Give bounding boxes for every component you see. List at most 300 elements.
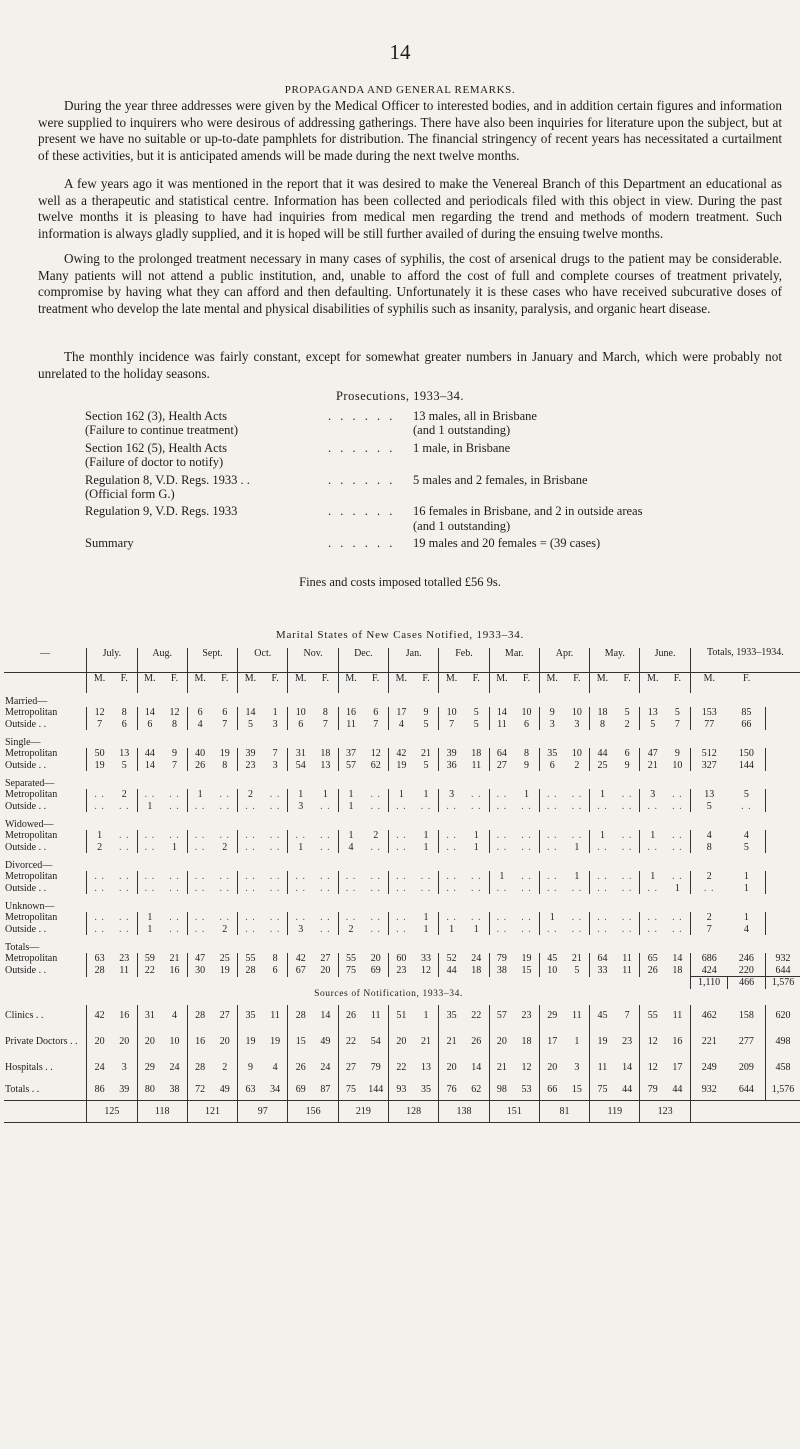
table-cell: . . (238, 801, 263, 813)
sex-header-f: F. (743, 673, 751, 684)
group-row (4, 771, 800, 789)
table-cell: 44 (439, 965, 464, 977)
table-cell: . . (187, 912, 212, 924)
table-cell: . . (118, 800, 130, 812)
table-cell: 14 (320, 1009, 331, 1021)
table-cell: 11 (370, 1009, 381, 1021)
table-cell: . . (269, 800, 281, 812)
table-cell: 11 (622, 953, 632, 964)
table-cell: 1 (87, 830, 112, 842)
page-number: 14 (389, 40, 411, 64)
row-label: Outside . . (5, 882, 47, 894)
table-cell: . . (288, 912, 313, 924)
sex-header-f: F. (170, 673, 179, 684)
table-cell: 1 (423, 923, 429, 935)
table-cell: 28 (187, 1057, 212, 1079)
table-row (4, 789, 800, 801)
row-label: Outside . . (5, 964, 47, 976)
table-cell: 458 (765, 1057, 800, 1079)
table-cell: 19 (238, 1027, 263, 1057)
table-cell: 14 (672, 953, 683, 964)
table-cell: 79 (489, 953, 514, 965)
table-cell: 3 (121, 1061, 127, 1073)
table-cell: 12 (640, 1057, 665, 1079)
table-cell: 6 (137, 719, 162, 731)
table-cell: 19 (270, 1035, 281, 1047)
table-cell: 49 (320, 1035, 331, 1047)
table-cell: . . (238, 883, 263, 895)
table-cell: 63 (87, 953, 112, 965)
table-cell: . . (118, 882, 130, 894)
table-cell: 42 (288, 953, 313, 965)
table-cell: 23 (238, 760, 263, 772)
table-cell: . . (118, 841, 130, 853)
table-cell: 20 (137, 1027, 162, 1057)
table-cell: . . (489, 842, 514, 854)
table-cell: . . (621, 923, 633, 935)
table-cell: 11 (338, 719, 363, 731)
table-cell: 22 (389, 1057, 414, 1079)
table-cell: 1 (338, 801, 363, 813)
table-cell: 12 (87, 707, 112, 719)
row-label: Metropolitan (5, 748, 58, 759)
table-cell: 36 (439, 760, 464, 772)
month-header: July. (87, 648, 137, 673)
table-cell: 249 (690, 1057, 728, 1079)
table-cell: . . (370, 882, 381, 894)
table-cell: . . (521, 841, 532, 853)
group-fill (87, 935, 800, 953)
group-row (4, 894, 800, 912)
table-cell: 20 (119, 1035, 130, 1047)
table-cell: 1,576 (765, 1079, 800, 1101)
table-cell: . . (370, 789, 381, 800)
table-cell: . . (621, 841, 633, 853)
table-cell: 1 (423, 830, 429, 841)
table-cell: . . (471, 912, 482, 923)
table-cell: . . (169, 923, 180, 935)
row-label: Metropolitan (5, 789, 58, 800)
table-cell: 7 (439, 719, 464, 731)
table-cell: . . (539, 842, 564, 854)
table-cell: 10 (521, 707, 532, 718)
table-cell: . . (169, 882, 180, 894)
table-cell: . . (269, 789, 281, 800)
table-cell: . . (489, 830, 514, 842)
table-cell: 14 (137, 760, 162, 772)
table-cell: . . (571, 800, 583, 812)
table-cell: 47 (187, 953, 212, 965)
table-cell: 1 (473, 841, 479, 853)
table-cell: . . (621, 882, 633, 894)
table-cell: 5 (574, 964, 580, 976)
group-fill (87, 771, 800, 789)
row-label: Metropolitan (5, 871, 58, 882)
month-totals-row (4, 1101, 800, 1123)
table-cell: . . (672, 841, 683, 853)
source-row (4, 1027, 800, 1057)
table-cell (765, 707, 800, 719)
offence-label: Regulation 9, V.D. Regs. 1933 (85, 504, 238, 519)
month-total-cell: 119 (590, 1101, 640, 1123)
table-cell: 7 (87, 719, 112, 731)
table-cell: 12 (640, 1027, 665, 1057)
table-cell: 57 (338, 760, 363, 772)
table-cell: . . (87, 789, 112, 801)
table-cell: 26 (288, 1057, 313, 1079)
table-cell: 16 (187, 1027, 212, 1057)
table-cell: . . (539, 789, 564, 801)
mf-spacer (765, 673, 800, 694)
month-header: Apr. (539, 648, 589, 673)
table-cell: 18 (320, 748, 331, 759)
table-cell: 80 (137, 1079, 162, 1101)
prosecutions-title: Prosecutions, 1933–34. (335, 389, 464, 403)
table-cell: 11 (572, 1009, 582, 1021)
table-cell: 19 (219, 964, 230, 976)
table-cell: 37 (338, 748, 363, 760)
table-cell: . . (521, 830, 532, 841)
table-cell: . . (288, 830, 313, 842)
sources-title-row (4, 989, 800, 1005)
leader-dots: . . . . . . (328, 504, 396, 519)
table-cell: 8 (690, 842, 728, 854)
table-cell: 69 (370, 964, 381, 976)
table-cell: 1 (288, 842, 313, 854)
table-cell: 327 (690, 760, 728, 772)
table-cell: 29 (539, 1005, 564, 1027)
table-cell: 23 (119, 953, 130, 964)
table-cell: 98 (489, 1079, 514, 1101)
table-cell: 26 (187, 760, 212, 772)
table-cell: 3 (539, 719, 564, 731)
section-heading: PROPAGANDA AND GENERAL REMARKS. (284, 84, 516, 96)
month-total-cell: 81 (539, 1101, 589, 1123)
table-cell: 13 (320, 759, 331, 771)
month-total-cell: 128 (389, 1101, 439, 1123)
table-cell: 4 (690, 830, 728, 842)
table-cell: 18 (672, 964, 683, 976)
table-cell: 47 (640, 748, 665, 760)
totals-header: Totals, 1933–1934. (690, 648, 800, 673)
offence-note: (Failure to continue treatment) (85, 423, 239, 438)
table-cell: 17 (672, 1061, 683, 1073)
table-cell: . . (219, 789, 231, 800)
table-cell: . . (672, 789, 683, 800)
table-cell: 62 (471, 1083, 482, 1095)
table-cell: 10 (169, 1035, 180, 1047)
table-cell: 1 (640, 871, 665, 883)
result-label: 1 male, in Brisbane (413, 440, 511, 455)
group-row (4, 812, 800, 830)
table-cell: 33 (420, 953, 431, 964)
month-header: Dec. (338, 648, 388, 673)
table-cell: 6 (524, 718, 530, 730)
table-cell: 66 (539, 1079, 564, 1101)
table-row (4, 924, 800, 936)
sex-header-f: F. (623, 673, 631, 684)
table-cell: 462 (690, 1005, 728, 1027)
table-cell: 220 (738, 964, 754, 976)
table-cell: 2 (373, 830, 379, 841)
table-cell: 22 (338, 1027, 363, 1057)
table-cell: 18 (471, 964, 482, 976)
table-cell: 77 (690, 719, 728, 731)
table-cell: 18 (471, 748, 482, 759)
table-cell: 21 (169, 953, 180, 964)
sex-header-m: M. (87, 673, 112, 694)
table-cell: 27 (338, 1057, 363, 1079)
table-cell: . . (590, 924, 615, 936)
table-cell: 7 (322, 718, 328, 730)
table-cell: 1 (590, 830, 615, 842)
table-cell: 55 (640, 1005, 665, 1027)
table-cell: 221 (690, 1027, 728, 1057)
table-cell: 11 (119, 964, 130, 976)
offence-label: Section 162 (3), Health Acts (85, 409, 227, 423)
table-cell: 7 (172, 759, 178, 771)
table-cell: 28 (187, 1005, 212, 1027)
table-row (4, 883, 800, 895)
table-cell: . . (539, 830, 564, 842)
table-cell: . . (219, 800, 231, 812)
table-cell: 9 (238, 1057, 263, 1079)
table-cell: 1 (322, 789, 328, 800)
month-total-cell: 156 (288, 1101, 338, 1123)
table-cell: 27 (489, 760, 514, 772)
table-cell: 153 (690, 707, 728, 719)
table-cell: 1 (423, 912, 429, 923)
sex-header-f: F. (120, 673, 128, 684)
table-cell: 27 (320, 953, 331, 964)
table-cell: 21 (420, 1035, 431, 1047)
table-cell: 55 (338, 953, 363, 965)
table-cell (765, 801, 800, 813)
table-cell: 22 (137, 965, 162, 977)
table-cell: 4 (172, 1009, 178, 1021)
table-cell: 28 (238, 965, 263, 977)
table-cell: . . (118, 912, 130, 923)
group-label: Widowed— (5, 818, 54, 830)
table-cell: 8 (322, 707, 328, 718)
table-cell: . . (87, 924, 112, 936)
table-cell: . . (539, 883, 564, 895)
table-cell: . . (288, 883, 313, 895)
table-cell: 17 (539, 1027, 564, 1057)
prosecution-item (85, 473, 785, 502)
table-cell: . . (539, 801, 564, 813)
table-cell: 26 (471, 1035, 482, 1047)
grand-totals-row (4, 977, 800, 989)
offence-note: (Official form G.) (85, 487, 175, 502)
table-cell: 19 (219, 748, 230, 759)
leader-dots: . . . . . . (328, 472, 396, 487)
table-cell: 59 (137, 953, 162, 965)
table-cell: . . (640, 912, 665, 924)
table-cell: . . (389, 924, 414, 936)
table-cell: . . (590, 883, 615, 895)
month-header: May. (590, 648, 640, 673)
table-row (4, 871, 800, 883)
table-cell: 23 (622, 1035, 633, 1047)
offence-label: Regulation 8, V.D. Regs. 1933 . . (85, 472, 250, 487)
table-cell: 11 (622, 964, 632, 976)
table-cell: 10 (571, 748, 582, 759)
table-cell: 2 (690, 912, 728, 924)
table-cell: 42 (87, 1005, 112, 1027)
row-label: Private Doctors . . (5, 1035, 78, 1047)
table-cell: 7 (674, 718, 680, 730)
table-cell: . . (672, 830, 683, 841)
offence-label: Summary (85, 536, 134, 551)
table-cell: 686 (690, 953, 728, 965)
row-label: Metropolitan (5, 830, 58, 841)
prosecution-offence (85, 473, 328, 502)
table-cell: 40 (187, 748, 212, 760)
table-cell: 6 (288, 719, 313, 731)
table-cell: 8 (272, 953, 278, 964)
table-cell: . . (389, 801, 414, 813)
table-cell: . . (672, 800, 683, 812)
table-cell: . . (640, 842, 665, 854)
table-cell: 6 (187, 707, 212, 719)
table-cell: . . (439, 801, 464, 813)
table-cell: 79 (370, 1061, 381, 1073)
prosecution-offence (85, 536, 328, 550)
table-cell: 1 (473, 830, 479, 841)
table-cell: 1 (272, 707, 278, 718)
table-cell: . . (320, 800, 331, 812)
table-row (4, 953, 800, 965)
table-cell: . . (471, 789, 482, 800)
table-cell: 21 (420, 748, 431, 759)
table-cell: . . (389, 883, 414, 895)
table-cell: 1 (137, 924, 162, 936)
month-total-cell: 121 (187, 1101, 237, 1123)
table-cell: . . (539, 924, 564, 936)
table-cell: 14 (622, 1061, 633, 1073)
table-cell: 65 (640, 953, 665, 965)
month-total-cell: 219 (338, 1101, 388, 1123)
offence-label: Section 162 (5), Health Acts (85, 440, 227, 455)
table-cell: 12 (521, 1061, 532, 1073)
sex-header-f: F. (472, 673, 480, 684)
grand-totals-spacer (4, 977, 690, 989)
table-cell: 1 (338, 830, 363, 842)
table-cell: 9 (524, 759, 530, 771)
table-cell: 20 (489, 1027, 514, 1057)
paragraph-treatment-cost: Owing to the prolonged treatment necessary in many cases of syphilis, the cost of arsenical drugs to the patient may be considerable. Many patients will not attend a public institution, and, unable to afford the cost of full and complete courses of treatment privately, compromise by having what they can afford and then defaulting. Unfortunately it is these cases who have received subcurative doses of treatment who develop the late mental and physical disabilities of syphilis such as insanity, paralysis, and organic heart disease. (38, 251, 782, 316)
header-dash: — (4, 648, 87, 673)
table-cell: 21 (571, 953, 582, 964)
prosecution-item (85, 504, 785, 533)
table-cell: 4 (272, 1061, 278, 1073)
table-cell: . . (219, 882, 231, 894)
group-label: Unknown— (5, 900, 55, 912)
table-cell: 25 (590, 760, 615, 772)
table-cell: . . (269, 923, 281, 935)
table-cell: 15 (288, 1027, 313, 1057)
table-cell (765, 719, 800, 731)
table-cell: 5 (690, 801, 728, 813)
row-label: Outside . . (5, 800, 47, 812)
table-cell: 932 (690, 1079, 728, 1101)
table-cell: 424 (690, 965, 728, 977)
sources-spacer (690, 989, 800, 1005)
table-cell: . . (521, 912, 532, 923)
table-cell: . . (370, 871, 381, 882)
month-totals-spacer (690, 1101, 800, 1123)
table-cell (765, 748, 800, 760)
table-cell: 25 (219, 953, 230, 964)
source-row (4, 1005, 800, 1027)
table-cell: 31 (137, 1005, 162, 1027)
table-cell: 5 (473, 707, 479, 718)
table-cell: 75 (590, 1079, 615, 1101)
table-cell: . . (137, 871, 162, 883)
table-cell: 5 (423, 718, 429, 730)
sex-header-m: M. (640, 673, 665, 694)
table-cell: . . (238, 842, 263, 854)
prosecution-result (413, 536, 783, 550)
table-cell: . . (420, 800, 432, 812)
table-cell: . . (370, 841, 381, 853)
table-cell: 932 (765, 953, 800, 965)
table-cell: 4 (743, 923, 749, 935)
table-cell: . . (439, 830, 464, 842)
table-cell: 144 (368, 1083, 384, 1095)
prosecution-result (413, 473, 783, 502)
table-cell: 16 (338, 707, 363, 719)
row-label: Outside . . (5, 759, 47, 771)
group-label: Married— (5, 695, 48, 707)
month-total-cell: 138 (439, 1101, 489, 1123)
table-cell: . . (269, 912, 281, 923)
table-cell: . . (187, 883, 212, 895)
source-row (4, 1057, 800, 1079)
month-header: Feb. (439, 648, 489, 673)
table-cell: 5 (473, 718, 479, 730)
table-cell: . . (672, 912, 683, 923)
mf-spacer (4, 673, 87, 694)
table-cell: 512 (690, 748, 728, 760)
table-cell: 23 (521, 1009, 532, 1021)
table-cell: 5 (624, 707, 630, 718)
table-cell: . . (571, 923, 583, 935)
table-cell: 85 (741, 707, 752, 718)
sex-header-m: M. (690, 673, 728, 694)
offence-note: (Failure of doctor to notify) (85, 455, 224, 470)
sex-header-f: F. (372, 673, 380, 684)
table-cell: 7 (690, 924, 728, 936)
table-cell: 14 (137, 707, 162, 719)
table-cell: 39 (119, 1083, 130, 1095)
sex-header-f: F. (321, 673, 330, 684)
paragraph-monthly-incidence: The monthly incidence was fairly constant, except for somewhat greater numbers in January and March, which were probably not unrelated to the holiday seasons. (38, 349, 782, 381)
prosecution-result (413, 504, 783, 533)
table-cell: 5 (238, 719, 263, 731)
table-cell: 1 (389, 789, 414, 801)
table-cell: . . (621, 912, 633, 923)
table-cell: 644 (738, 1083, 754, 1095)
table-cell: 2 (121, 789, 127, 800)
table-cell: 7 (272, 748, 278, 759)
table-cell: 1 (524, 789, 530, 800)
table-cell: . . (269, 871, 281, 882)
month-total-cell: 125 (87, 1101, 137, 1123)
table-cell: 1 (574, 841, 580, 853)
sex-header-m: M. (187, 673, 212, 694)
